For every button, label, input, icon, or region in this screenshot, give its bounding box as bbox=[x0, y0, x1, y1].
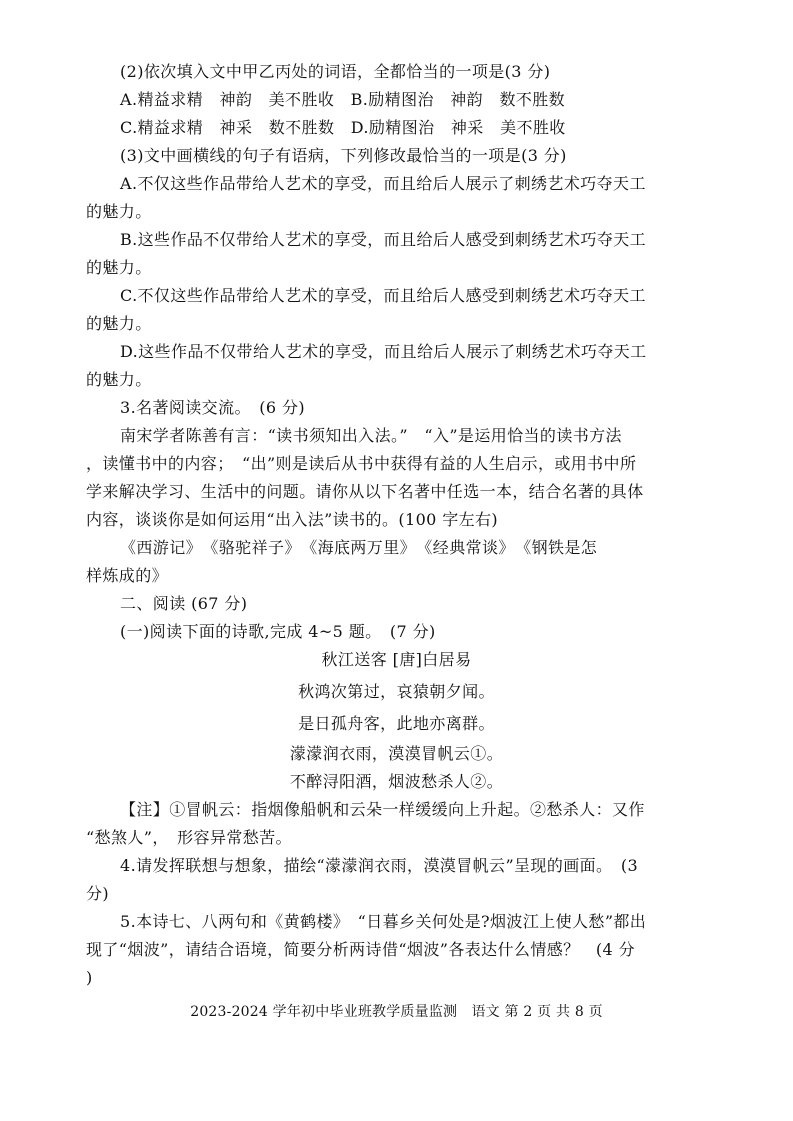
question-2-options-ab: A.精益求精 神韵 美不胜收 B.励精图治 神韵 数不胜数 bbox=[120, 90, 566, 109]
question-4-line-1: 4.请发挥联想与想象，描绘“濛濛润衣雨，漠漠冒帆云”呈现的画面。 (3 bbox=[120, 856, 639, 875]
question-3-body-line-1: 南宋学者陈善有言：“读书须知出入法。” “入”是运用恰当的读书方法 bbox=[120, 426, 622, 445]
option-d-line-1: D.这些作品不仅带给人艺术的享受，而且给后人展示了刺绣艺术巧夺天工 bbox=[120, 342, 647, 361]
question-5-line-2: 现了“烟波”，请结合语境，简要分析两诗借“烟波”各表达什么情感？ (4 分 bbox=[86, 940, 636, 959]
poem-title: 秋江送客 [唐]白居易 bbox=[321, 650, 472, 669]
option-c-line-2: 的魅力。 bbox=[86, 314, 152, 333]
poem-note-line-2: “愁煞人”， 形容异常愁苦。 bbox=[86, 828, 292, 847]
question-5-line-1: 5.本诗七、八两句和《黄鹤楼》 “日暮乡关何处是?烟波江上使人愁”都出 bbox=[120, 912, 647, 931]
question-5-line-3: ) bbox=[86, 968, 93, 987]
poem-line-2: 是日孤舟客，此地亦离群。 bbox=[298, 714, 495, 733]
option-d-line-2: 的魅力。 bbox=[86, 370, 152, 389]
question-4-line-2: 分) bbox=[86, 884, 110, 903]
poem-note-line-1: 【注】①冒帆云：指烟像船帆和云朵一样缓缓向上升起。②愁杀人：又作 bbox=[120, 800, 645, 819]
question-3-stem: (3)文中画横线的句子有语病，下列修改最恰当的一项是(3 分) bbox=[120, 146, 567, 165]
option-b-line-1: B.这些作品不仅带给人艺术的享受，而且给后人感受到刺绣艺术巧夺天工 bbox=[120, 230, 647, 249]
section-2-heading: 二、阅读 (67 分) bbox=[120, 594, 248, 613]
poem-line-1: 秋鸿次第过，哀猿朝夕闻。 bbox=[298, 682, 495, 701]
option-b-line-2: 的魅力。 bbox=[86, 258, 152, 277]
option-c-line-1: C.不仅这些作品带给人艺术的享受，而且给后人感受到刺绣艺术巧夺天工 bbox=[120, 286, 646, 305]
poem-line-4: 不醉浔阳酒，烟波愁杀人②。 bbox=[289, 772, 504, 791]
page-footer: 2023-2024 学年初中毕业班教学质量监测 语文 第 2 页 共 8 页 bbox=[190, 1004, 603, 1020]
book-list-line-1: 《西游记》 《骆驼祥子》 《海底两万里》 《经典常谈》 《钢铁是怎 bbox=[120, 538, 598, 557]
question-3-heading: 3.名著阅读交流。 (6 分) bbox=[120, 398, 306, 417]
option-a-line-1: A.不仅这些作品带给人艺术的享受，而且给后人展示了刺绣艺术巧夺天工 bbox=[120, 174, 646, 193]
poem-line-3: 濛濛润衣雨，漠漠冒帆云①。 bbox=[289, 744, 504, 763]
option-a-line-2: 的魅力。 bbox=[86, 202, 152, 221]
question-2-stem: (2)依次填入文中甲乙丙处的词语，全都恰当的一项是(3 分) bbox=[120, 62, 551, 81]
question-3-body-line-3: 学来解决学习、生活中的问题。请你从以下名著中任选一本，结合名著的具体 bbox=[86, 482, 644, 501]
question-3-body-line-4: 内容，谈谈你是如何运用“出入法”读书的。(100 字左右) bbox=[86, 510, 499, 529]
poem-instruction: (一)阅读下面的诗歌,完成 4~5 题。 (7 分) bbox=[120, 622, 436, 641]
question-3-body-line-2: ，读懂书中的内容； “出”则是读后从书中获得有益的人生启示，或用书中所 bbox=[86, 454, 637, 473]
book-list-line-2: 样炼成的》 bbox=[86, 566, 169, 585]
question-2-options-cd: C.精益求精 神采 数不胜数 D.励精图治 神采 美不胜收 bbox=[120, 118, 566, 137]
